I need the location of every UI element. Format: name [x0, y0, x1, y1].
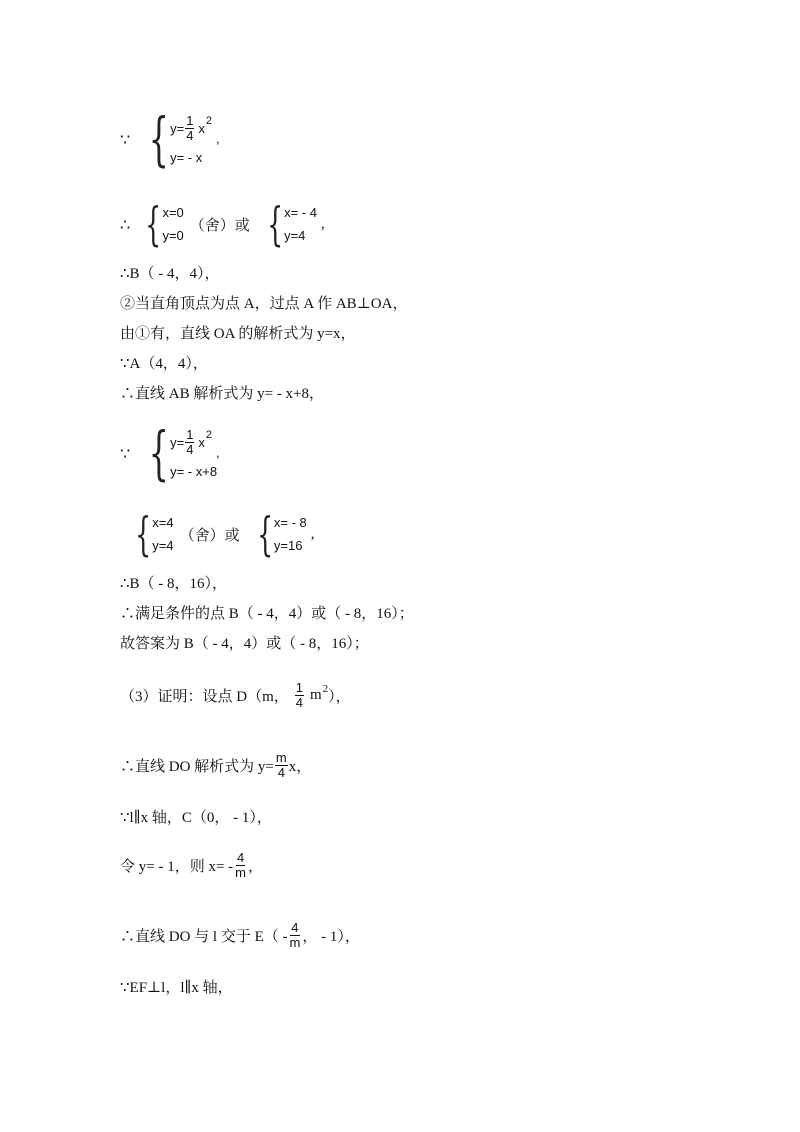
- text-line-3: ∴B（ - 4，4），: [120, 266, 220, 282]
- left-brace-icon: {: [135, 507, 152, 561]
- system-brace-group-b: [254, 197, 317, 251]
- denominator: 4: [277, 764, 285, 780]
- variable: x: [198, 120, 205, 136]
- numerator: 1: [186, 427, 194, 443]
- text-line-5: 由①有，直线 OA 的解析式为 y=x，: [120, 326, 356, 342]
- system-rows: [162, 201, 183, 247]
- text-line-9: ∴满足条件的点 B（ - 4，4）或（ - 8，16）；: [120, 606, 414, 622]
- system-row-2: y= - x+8: [170, 463, 218, 479]
- text-line-14: [120, 845, 263, 885]
- system-rows: [170, 424, 220, 482]
- row-lhs: y=: [170, 434, 185, 450]
- system-row-1: [170, 113, 220, 146]
- connector-text: （舍）或: [189, 217, 250, 234]
- line-prefix: ∴直线 DO 与 l 交于 E（ -: [120, 928, 288, 945]
- line-suffix: ，: [248, 858, 264, 875]
- denominator: m: [289, 934, 301, 950]
- because-symbol: ∵: [120, 443, 131, 463]
- equation-system-2: [120, 197, 325, 251]
- equation-system-4: [120, 507, 315, 561]
- system-row-1: x= - 8: [273, 515, 307, 530]
- system-row-1: [170, 427, 220, 460]
- system-rows: [274, 511, 307, 557]
- numerator: 1: [295, 679, 303, 695]
- system-row-2: y=16: [273, 538, 303, 553]
- because-symbol: ∵: [120, 129, 131, 149]
- system-brace-group: [132, 105, 220, 173]
- fraction: [295, 681, 304, 709]
- system-row-2: y=0: [162, 228, 184, 243]
- exponent: 2: [322, 683, 329, 695]
- text-line-16: ∵EF⊥l，l∥x 轴，: [120, 980, 233, 996]
- text-line-6: ∵A（4，4），: [120, 356, 208, 372]
- text-line-8: ∴B（ - 8，16），: [120, 576, 228, 592]
- denominator: 4: [186, 441, 194, 457]
- row-tail: ,: [320, 215, 325, 232]
- fraction: [234, 851, 247, 879]
- row-tail: ,: [310, 525, 315, 542]
- line-suffix: ， - 1），: [302, 928, 360, 945]
- text-line-12: [120, 745, 311, 785]
- line-suffix: ），: [328, 688, 351, 705]
- system-brace-group-a: [122, 507, 174, 561]
- system-row-2: y=4: [284, 228, 306, 243]
- text-line-11: [120, 674, 351, 716]
- exponent: 2: [205, 114, 213, 127]
- left-brace-icon: {: [148, 419, 170, 487]
- left-brace-icon: {: [256, 507, 273, 561]
- left-brace-icon: {: [266, 197, 284, 251]
- fraction: [275, 751, 288, 779]
- text-line-7: ∴直线 AB 解析式为 y= - x+8，: [120, 386, 325, 402]
- row-lhs: y=: [170, 120, 185, 136]
- denominator: 4: [186, 127, 194, 143]
- fraction: [289, 921, 302, 949]
- system-rows: [284, 201, 317, 247]
- system-row-2: y=4: [152, 538, 174, 553]
- equation-system-3: [120, 419, 220, 487]
- equation-system-1: [120, 105, 220, 173]
- line-prefix: 令 y= - 1，则 x= -: [120, 858, 234, 875]
- denominator: m: [235, 864, 247, 880]
- line-prefix: ∴直线 DO 解析式为 y=: [120, 758, 274, 775]
- numerator: 4: [236, 849, 245, 865]
- variable: m: [310, 686, 322, 703]
- system-brace-group: [132, 419, 220, 487]
- text-line-15: [120, 915, 360, 955]
- line-prefix: （3）证明：设点 D（m，: [120, 688, 289, 705]
- denominator: 4: [295, 694, 303, 710]
- numerator: 4: [291, 919, 299, 935]
- system-rows: [170, 110, 220, 168]
- therefore-symbol: ∴: [120, 214, 131, 234]
- system-brace-group-a: [132, 197, 184, 251]
- connector-text: （舍）或: [179, 527, 240, 544]
- system-row-2: y= - x: [170, 149, 203, 165]
- line-suffix: x，: [288, 758, 312, 775]
- fraction: [185, 428, 194, 456]
- row-tail: ,: [216, 444, 220, 460]
- left-brace-icon: {: [145, 197, 162, 251]
- row-tail: ,: [216, 130, 220, 146]
- text-line-10: 故答案为 B（ - 4，4）或（ - 8，16）；: [120, 636, 369, 652]
- numerator: 1: [186, 113, 194, 129]
- system-rows: [152, 511, 173, 557]
- left-brace-icon: {: [148, 105, 170, 173]
- system-row-1: x= - 4: [284, 205, 317, 220]
- numerator: m: [275, 749, 287, 765]
- exponent: 2: [205, 428, 213, 441]
- system-row-1: x=4: [152, 515, 174, 530]
- system-row-1: x=0: [162, 205, 184, 220]
- text-line-4: ②当直角顶点为点 A，过点 A 作 AB⊥OA，: [120, 296, 408, 312]
- system-brace-group-b: [244, 507, 307, 561]
- text-line-13: ∵l∥x 轴，C（0， - 1），: [120, 810, 272, 826]
- variable: x: [198, 434, 205, 450]
- fraction: [185, 114, 194, 142]
